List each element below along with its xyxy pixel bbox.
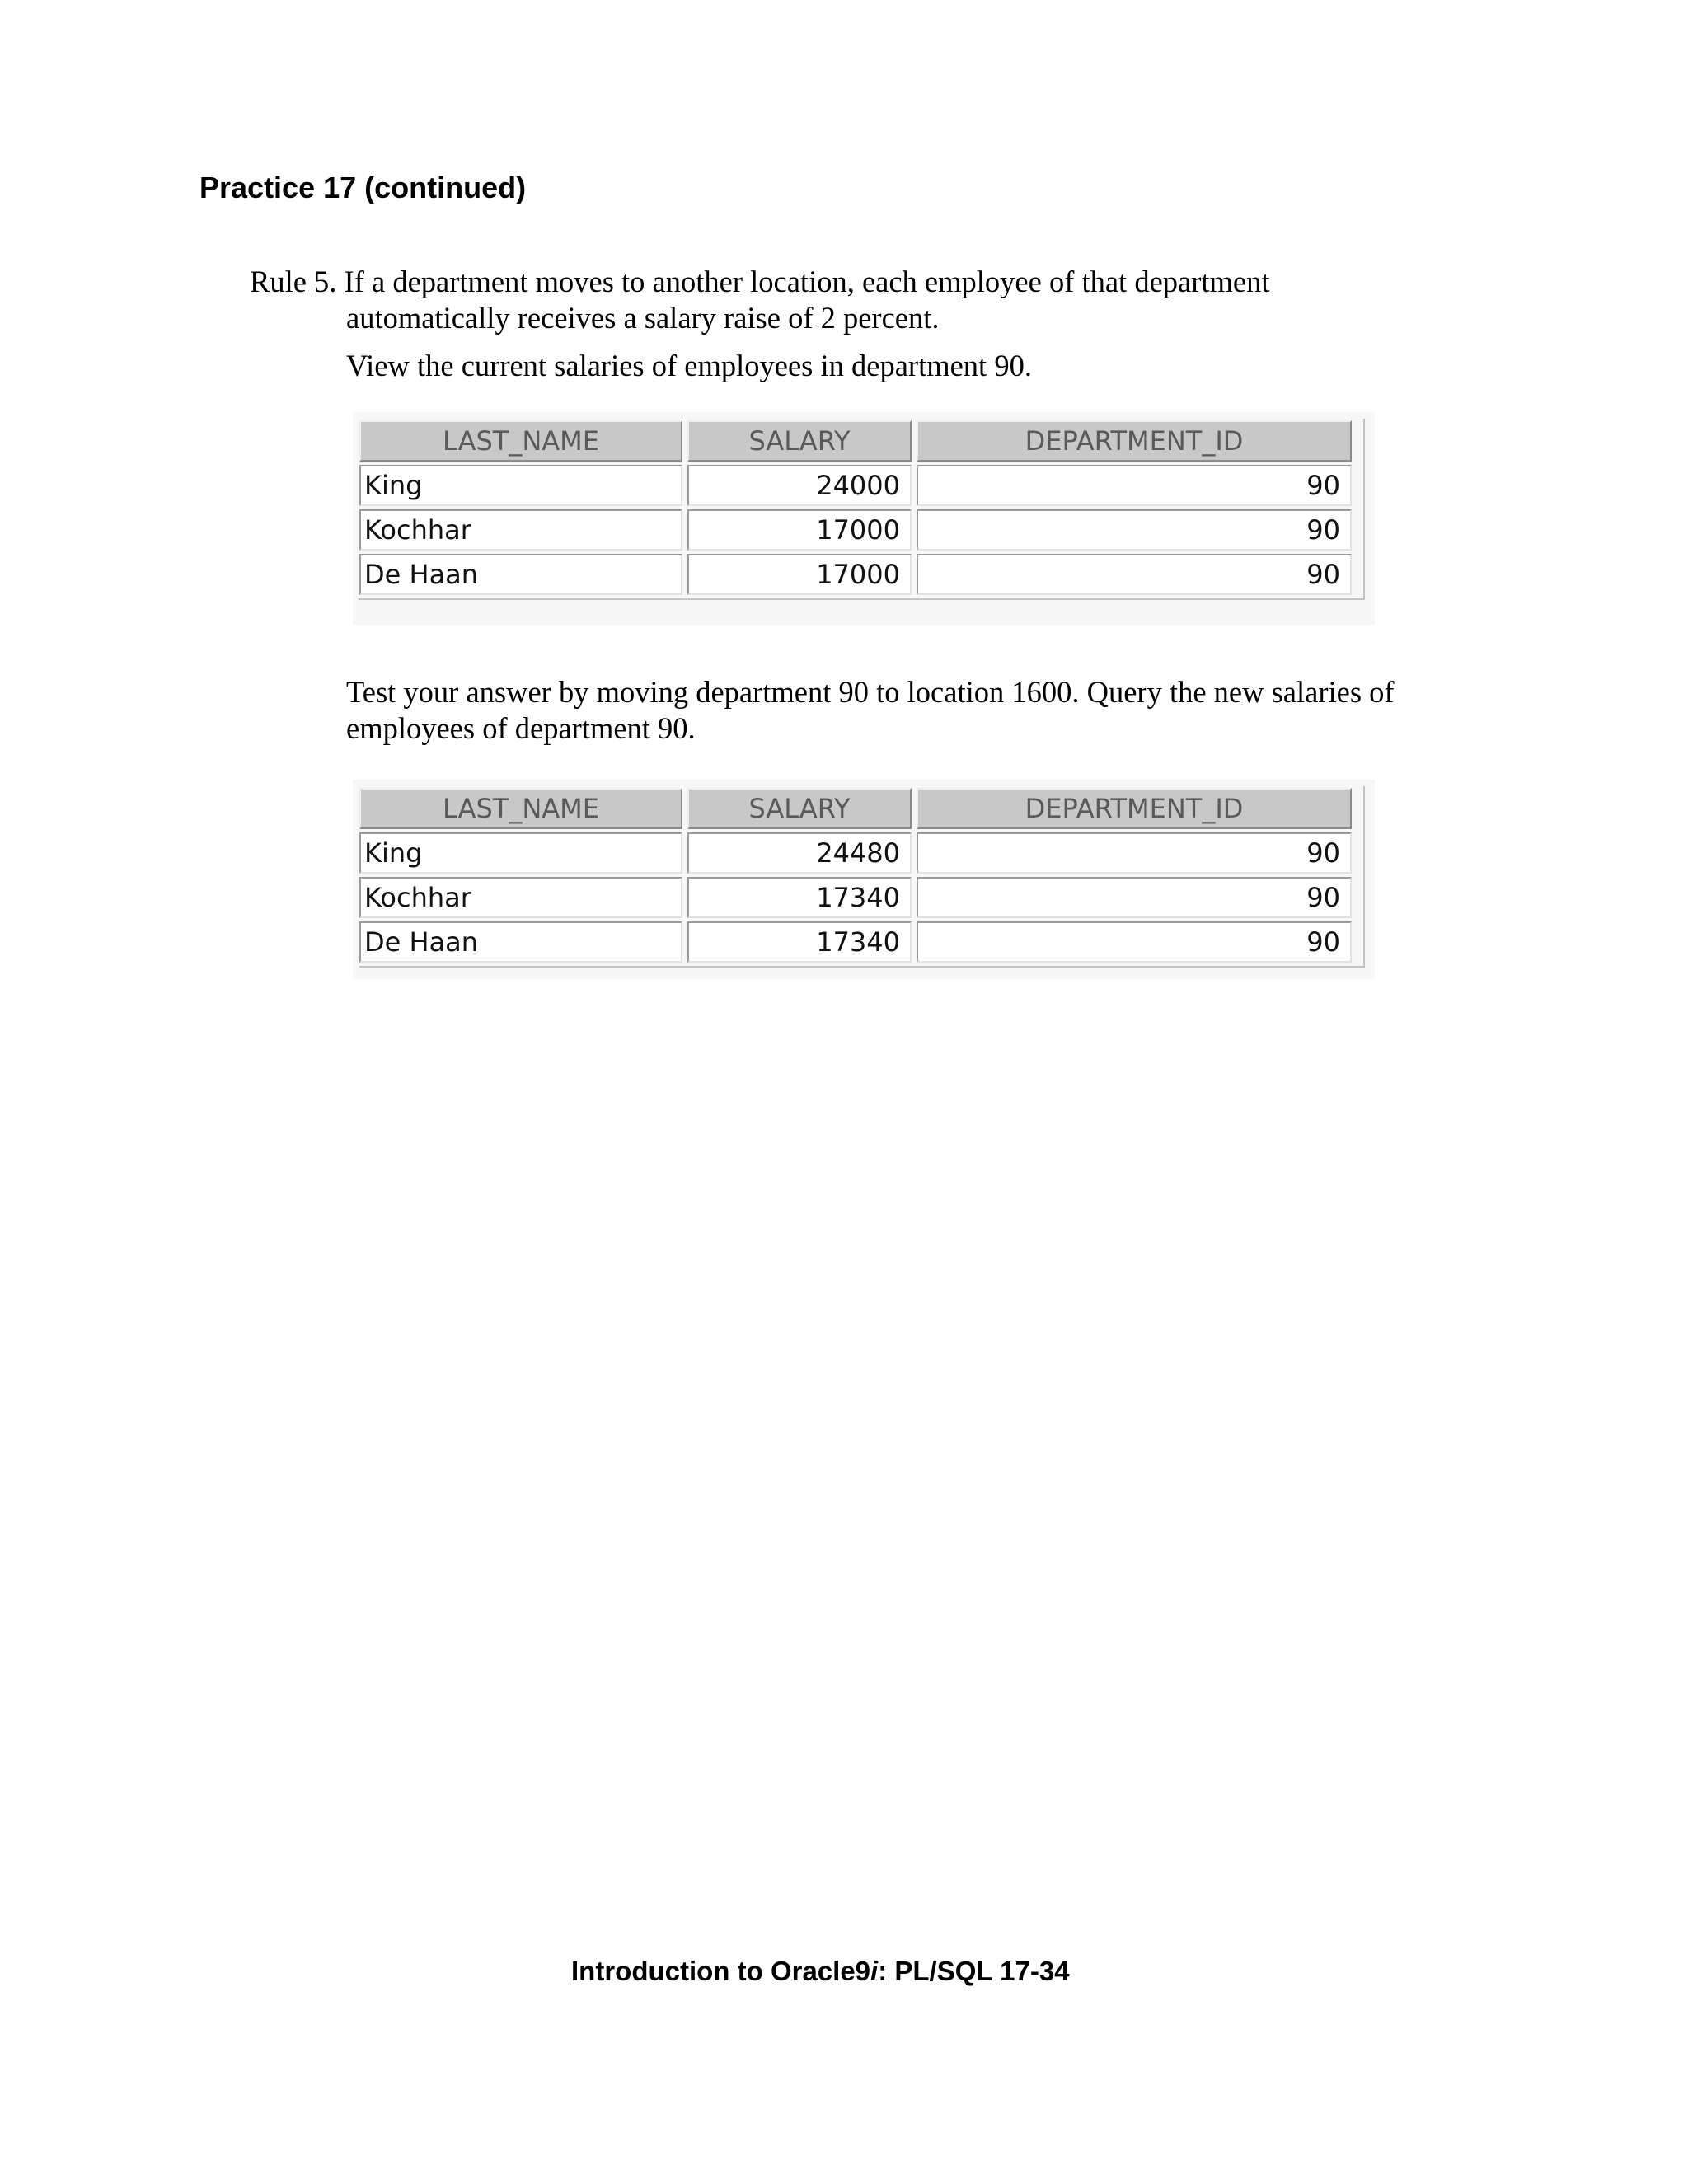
cell-last-name: Kochhar bbox=[359, 877, 682, 918]
column-header-salary: SALARY bbox=[687, 788, 912, 829]
table-row bbox=[359, 831, 1363, 875]
cell-last-name: King bbox=[359, 465, 682, 506]
page-footer bbox=[571, 1955, 1070, 1988]
cell-salary: 17340 bbox=[687, 877, 912, 918]
cell-department-id: 90 bbox=[917, 832, 1352, 874]
table-row bbox=[359, 920, 1363, 964]
rule-text-line-2: automatically receives a salary raise of 2 percent. bbox=[346, 301, 940, 335]
footer-suffix: : PL/SQL 17-34 bbox=[878, 1956, 1070, 1986]
cell-salary: 24480 bbox=[687, 832, 912, 874]
table-row bbox=[359, 463, 1363, 508]
cell-last-name: Kochhar bbox=[359, 509, 682, 551]
column-header-department-id: DEPARTMENT_ID bbox=[917, 788, 1352, 829]
cell-last-name: De Haan bbox=[359, 554, 682, 595]
column-header-salary: SALARY bbox=[687, 420, 912, 462]
cell-salary: 17000 bbox=[687, 509, 912, 551]
column-header-last-name: LAST_NAME bbox=[359, 788, 682, 829]
column-header-department-id: DEPARTMENT_ID bbox=[917, 420, 1352, 462]
rule-text-line-1: Rule 5. If a department moves to another location, each employee of that department bbox=[250, 265, 1270, 298]
cell-department-id: 90 bbox=[917, 877, 1352, 918]
cell-department-id: 90 bbox=[917, 921, 1352, 963]
test-instruction-line-1: Test your answer by moving department 90 to location 1600. Query the new salaries of bbox=[346, 675, 1395, 709]
table-row bbox=[359, 875, 1363, 920]
column-header-last-name: LAST_NAME bbox=[359, 420, 682, 462]
cell-salary: 17000 bbox=[687, 554, 912, 595]
table-row bbox=[359, 552, 1363, 597]
cell-department-id: 90 bbox=[917, 465, 1352, 506]
table-row bbox=[359, 508, 1363, 552]
cell-salary: 24000 bbox=[687, 465, 912, 506]
result-grid bbox=[359, 786, 1365, 968]
result-table-after bbox=[353, 780, 1375, 979]
table-header-row bbox=[359, 419, 1363, 463]
view-instruction: View the current salaries of employees in department 90. bbox=[346, 349, 1032, 382]
footer-prefix: Introduction to Oracle9 bbox=[571, 1956, 871, 1986]
page-heading: Practice 17 (continued) bbox=[199, 171, 527, 204]
test-instruction-line-2: employees of department 90. bbox=[346, 711, 696, 745]
result-grid bbox=[359, 419, 1365, 600]
result-table-before bbox=[353, 412, 1375, 625]
cell-department-id: 90 bbox=[917, 509, 1352, 551]
table-header-row bbox=[359, 786, 1363, 831]
cell-last-name: De Haan bbox=[359, 921, 682, 963]
cell-department-id: 90 bbox=[917, 554, 1352, 595]
cell-salary: 17340 bbox=[687, 921, 912, 963]
footer-italic: i bbox=[870, 1956, 879, 1986]
cell-last-name: King bbox=[359, 832, 682, 874]
